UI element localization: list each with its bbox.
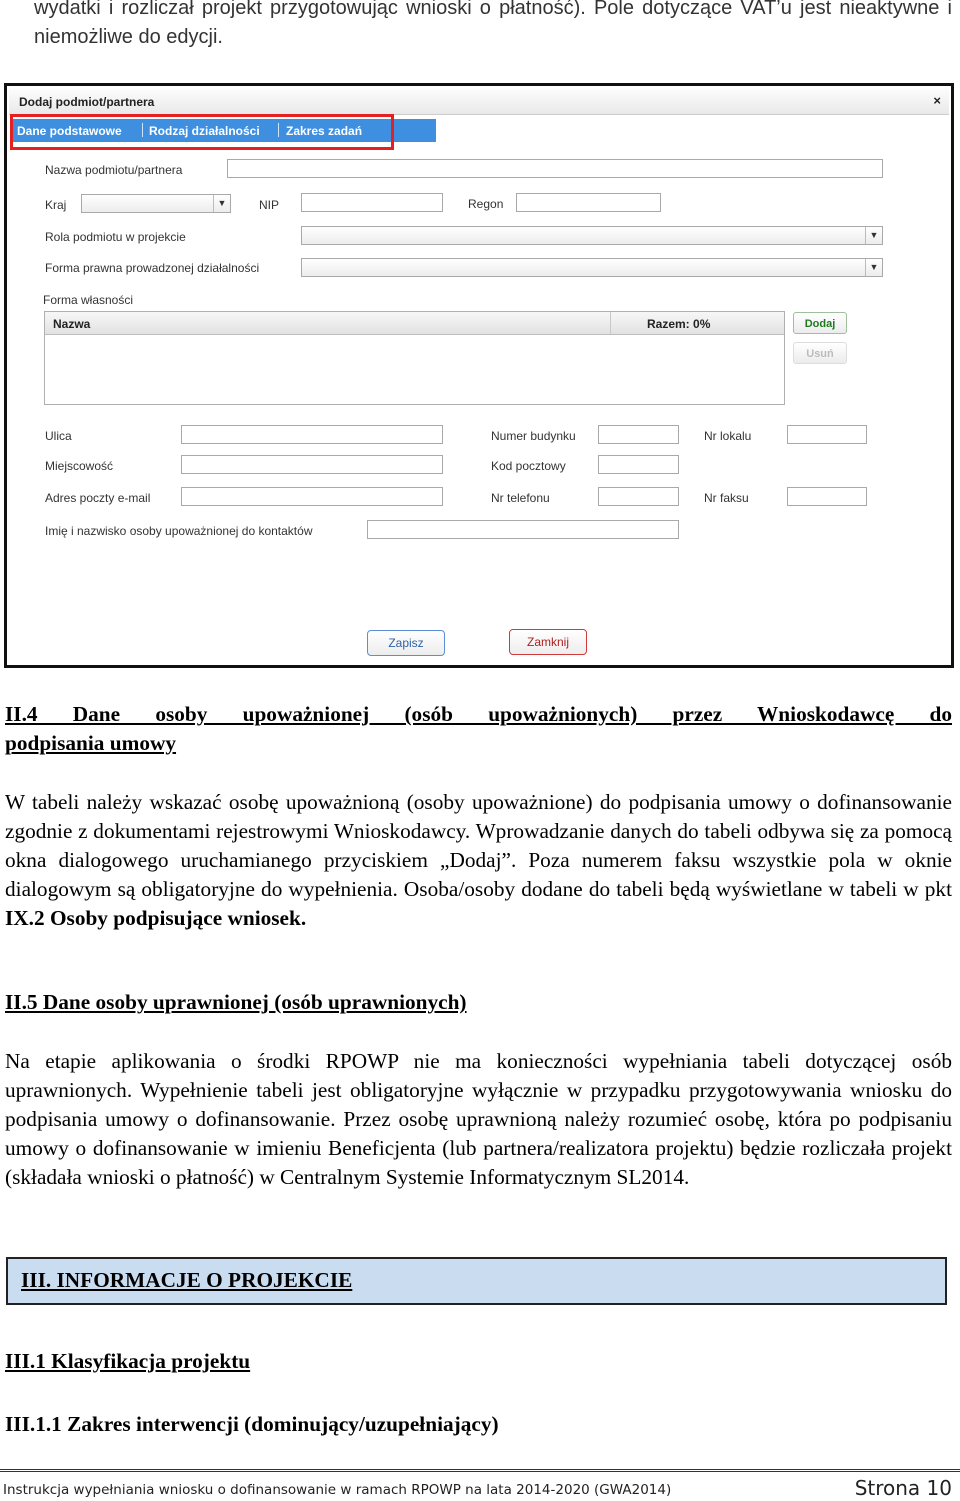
country-select[interactable] — [81, 194, 231, 213]
remove-ownership-button[interactable]: Usuń — [793, 342, 847, 364]
postal-code-field[interactable] — [598, 455, 679, 474]
section-2-4-text: W tabeli należy wskazać osobę upoważnioną (osoby upoważnione) do podpisania umowy o dofinansowanie zgodnie z dokumentami rejestrowymi Wnioskodawcy. Wprowadzanie danych do tabeli odbywa się za pomocą okna dialogowego uruchamianego przyciskiem „Dodaj”. Poza numerem faksu wszystkie pola w oknie dialogowym są obligatoryjne do wypełnienia. Osoba/osoby dodane do tabeli będą wyświetlane w tabeli w pkt — [5, 790, 952, 901]
email-label: Adres poczty e-mail — [45, 491, 151, 505]
close-icon[interactable]: × — [933, 93, 941, 108]
tab-basic-data[interactable]: Dane podstawowe — [17, 124, 122, 138]
column-name-header: Nazwa — [53, 317, 91, 331]
tab-activity-type[interactable]: Rodzaj działalności — [149, 124, 260, 138]
name-label: Nazwa podmiotu/partnera — [45, 163, 183, 177]
nip-field[interactable] — [301, 193, 443, 212]
footer-title: Instrukcja wypełniania wniosku o dofinansowanie w ramach RPOWP na lata 2014-2020 (GWA2014) — [3, 1482, 672, 1498]
section-3-1-heading: III.1 Klasyfikacja projektu — [5, 1349, 251, 1373]
contact-person-label: Imię i nazwisko osoby upoważnionej do kontaktów — [45, 524, 313, 538]
regon-label: Regon — [468, 197, 504, 211]
chevron-down-icon: ▼ — [213, 195, 230, 212]
ownership-table — [44, 311, 785, 405]
section-3-heading: III. INFORMACJE O PROJEKCIE — [21, 1268, 353, 1292]
role-select[interactable] — [301, 226, 883, 245]
column-total-header: Razem: 0% — [647, 317, 711, 331]
page-number: Strona 10 — [854, 1476, 952, 1500]
email-field[interactable] — [181, 487, 443, 506]
section-2-4-paragraph — [5, 788, 952, 933]
add-ownership-button[interactable]: Dodaj — [793, 312, 847, 334]
ownership-table-header — [45, 312, 784, 335]
ownership-label: Forma własności — [43, 293, 134, 307]
section-2-4-heading-line2: podpisania umowy — [5, 731, 177, 755]
dialog-titlebar — [9, 88, 949, 115]
street-field[interactable] — [181, 425, 443, 444]
country-label: Kraj — [45, 198, 67, 212]
phone-label: Nr telefonu — [491, 491, 550, 505]
name-field[interactable] — [227, 159, 883, 178]
section-2-5-paragraph: Na etapie aplikowania o środki RPOWP nie ma konieczności wypełniania tabeli dotyczącej osób uprawnionych. Wypełnienie tabeli jest obligatoryjne wyłącznie w przypadku przygotowywania wniosku do podpisania umowy o dofinansowanie. Przez osobę uprawnioną należy rozumieć osobę, która po podpisaniu umowy o dofinansowanie w imieniu Beneficjenta (lub partnera/realizatora projektu) będzie rozliczała projekt (składała wnioski o płatność) w Centralnym Systemie Informatycznym SL2014. — [5, 1049, 952, 1189]
fax-label: Nr faksu — [704, 491, 749, 505]
city-label: Miejscowość — [45, 459, 114, 473]
tab-task-scope[interactable]: Zakres zadań — [286, 124, 363, 138]
section-2-5-heading: II.5 Dane osoby uprawnionej (osób uprawnionych) — [5, 990, 467, 1014]
column-divider — [610, 312, 611, 334]
section-2-4-bold-ref: IX.2 Osoby podpisujące wniosek — [5, 906, 301, 930]
unit-no-field[interactable] — [787, 425, 867, 444]
building-no-field[interactable] — [598, 425, 679, 444]
close-dialog-button[interactable]: Zamknij — [509, 629, 587, 655]
legal-form-label: Forma prawna prowadzonej działalności — [45, 261, 260, 275]
unit-no-label: Nr lokalu — [704, 429, 752, 443]
add-entity-dialog — [4, 83, 954, 668]
regon-field[interactable] — [516, 193, 661, 212]
city-field[interactable] — [181, 455, 443, 474]
dialog-title: Dodaj podmiot/partnera — [19, 95, 155, 109]
intro-paragraph: wydatki i rozliczał projekt przygotowując wnioski o płatność). Pole dotyczące VAT’u jest nieaktywne i niemożliwe do edycji. — [34, 0, 952, 48]
role-label: Rola podmiotu w projekcie — [45, 230, 186, 244]
postal-code-label: Kod pocztowy — [491, 459, 566, 473]
phone-field[interactable] — [598, 487, 679, 506]
building-no-label: Numer budynku — [491, 429, 576, 443]
section-3-banner — [6, 1257, 947, 1305]
contact-person-field[interactable] — [367, 520, 679, 539]
section-2-4-heading-line1: II.4 Dane osoby upoważnionej (osób upoważnionych) przez Wnioskodawcę do — [5, 702, 952, 726]
section-2-4-end: . — [300, 906, 307, 930]
street-label: Ulica — [45, 429, 72, 443]
fax-field[interactable] — [787, 487, 867, 506]
save-button[interactable]: Zapisz — [367, 630, 445, 656]
legal-form-select[interactable] — [301, 258, 883, 277]
footer-rule — [0, 1469, 960, 1472]
section-3-1-1-heading: III.1.1 Zakres interwencji (dominujący/uzupełniający) — [5, 1412, 499, 1436]
tabs-highlight-frame — [10, 114, 394, 150]
chevron-down-icon: ▼ — [865, 227, 882, 244]
chevron-down-icon: ▼ — [865, 259, 882, 276]
nip-label: NIP — [259, 198, 280, 212]
